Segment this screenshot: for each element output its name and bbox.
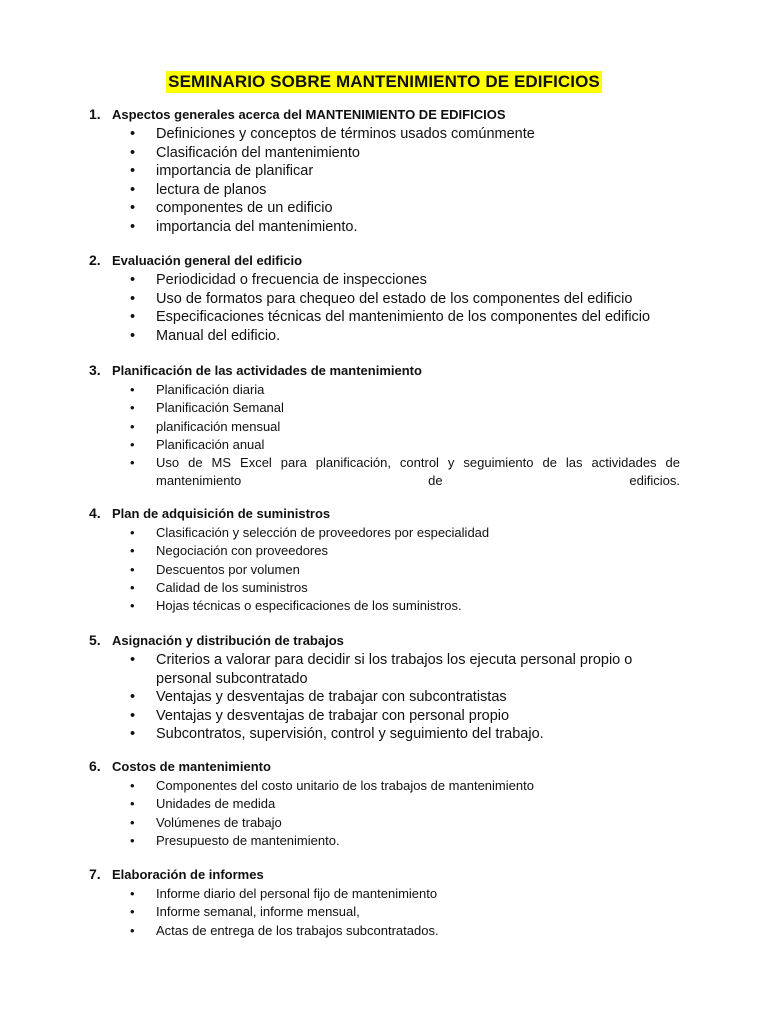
list-item-text: Ventajas y desventajas de trabajar con subcontratistas	[156, 689, 507, 706]
list-item	[0, 199, 768, 218]
list-item	[0, 308, 768, 327]
list-item-text: Subcontratos, supervisión, control y seguimiento del trabajo.	[156, 726, 544, 743]
list-item-text: Definiciones y conceptos de términos usados comúnmente	[156, 126, 535, 142]
list-item	[0, 144, 768, 163]
list-item	[0, 181, 768, 200]
section-7-list	[0, 885, 768, 940]
list-item	[0, 707, 768, 726]
list-item	[0, 561, 768, 579]
bullet-icon: •	[130, 814, 135, 830]
section-number: 4.	[89, 505, 101, 521]
section-2	[0, 251, 768, 345]
section-3-header	[0, 361, 768, 381]
list-item-text: Clasificación del mantenimiento	[156, 144, 360, 161]
list-item-text: Manual del edificio.	[156, 327, 281, 344]
list-item-text: Componentes del costo unitario de los trabajos de mantenimiento	[156, 778, 534, 793]
list-item	[0, 524, 768, 542]
list-item-text: Planificación diaria	[156, 382, 265, 397]
list-item	[0, 399, 768, 417]
bullet-icon: •	[130, 778, 135, 793]
list-item-text: Periodicidad o frecuencia de inspecciones	[156, 272, 427, 288]
list-item-text: Presupuesto de mantenimiento.	[156, 832, 340, 848]
list-item	[0, 777, 768, 795]
bullet-icon: •	[130, 163, 136, 180]
section-6-header	[0, 757, 768, 777]
section-5-list	[0, 651, 768, 744]
list-item-text: Calidad de los suministros	[156, 579, 308, 595]
list-item	[0, 688, 768, 707]
list-item-text: Clasificación y selección de proveedores por especialidad	[156, 525, 490, 540]
bullet-icon: •	[130, 904, 135, 920]
section-title: Costos de mantenimiento	[112, 759, 271, 774]
list-item	[0, 436, 768, 454]
bullet-icon: •	[130, 382, 135, 397]
list-item	[0, 795, 768, 813]
list-item-text: importancia de planificar	[156, 163, 314, 180]
list-item-text: Informe semanal, informe mensual,	[156, 904, 360, 920]
bullet-icon: •	[130, 652, 136, 668]
bullet-icon: •	[130, 886, 135, 901]
bullet-icon: •	[130, 796, 135, 812]
bullet-icon: •	[130, 436, 135, 452]
list-item	[0, 327, 768, 346]
section-number: 2.	[89, 252, 101, 268]
section-number: 3.	[89, 362, 101, 378]
title-container	[0, 71, 768, 93]
bullet-icon: •	[130, 543, 135, 559]
section-4-header	[0, 504, 768, 524]
bullet-icon: •	[130, 327, 136, 344]
bullet-icon: •	[130, 707, 136, 724]
bullet-icon: •	[130, 181, 136, 198]
bullet-icon: •	[130, 455, 135, 471]
document-title: SEMINARIO SOBRE MANTENIMIENTO DE EDIFICIOS	[168, 72, 600, 91]
section-2-list	[0, 271, 768, 345]
section-4	[0, 504, 768, 615]
list-item	[0, 218, 768, 237]
section-5-header	[0, 631, 768, 651]
list-item	[0, 814, 768, 832]
list-item	[0, 542, 768, 560]
section-6-list	[0, 777, 768, 850]
bullet-icon: •	[130, 272, 136, 288]
section-1	[0, 105, 768, 237]
list-item-text: Uso de formatos para chequeo del estado de los componentes del edificio	[156, 290, 633, 307]
list-item	[0, 579, 768, 597]
bullet-icon: •	[130, 726, 136, 743]
bullet-icon: •	[130, 598, 135, 614]
bullet-icon: •	[130, 309, 136, 326]
list-item	[0, 885, 768, 903]
bullet-icon: •	[130, 126, 136, 142]
bullet-icon: •	[130, 218, 136, 235]
list-item-text: componentes de un edificio	[156, 200, 333, 217]
bullet-icon: •	[130, 400, 135, 416]
section-1-list	[0, 125, 768, 237]
bullet-icon: •	[130, 290, 136, 307]
bullet-icon: •	[130, 922, 135, 938]
list-item	[0, 125, 768, 144]
list-item-text: importancia del mantenimiento.	[156, 218, 358, 235]
list-item-text: Volúmenes de trabajo	[156, 814, 282, 830]
section-number: 5.	[89, 632, 101, 648]
list-item-text: Planificación Semanal	[156, 400, 284, 416]
section-1-header	[0, 105, 768, 125]
section-3	[0, 361, 768, 509]
section-title: Aspectos generales acerca del MANTENIMIENTO DE EDIFICIOS	[112, 107, 506, 122]
section-title: Elaboración de informes	[112, 867, 264, 882]
list-item	[0, 290, 768, 309]
bullet-icon: •	[130, 832, 135, 848]
bullet-icon: •	[130, 561, 135, 577]
bullet-icon: •	[130, 525, 135, 540]
section-title: Evaluación general del edificio	[112, 253, 303, 268]
list-item-text: Hojas técnicas o especificaciones de los suministros.	[156, 598, 462, 614]
section-6	[0, 757, 768, 850]
section-title: Planificación de las actividades de mantenimiento	[112, 363, 422, 378]
list-item	[0, 832, 768, 850]
bullet-icon: •	[130, 689, 136, 706]
list-item	[0, 922, 768, 940]
section-2-header	[0, 251, 768, 271]
list-item-text: Uso de MS Excel para planificación, control y seguimiento de las actividades de mantenimiento de edificios.	[156, 455, 680, 489]
list-item-text: Descuentos por volumen	[156, 561, 300, 577]
section-title: Asignación y distribución de trabajos	[112, 633, 344, 648]
list-item-text: Actas de entrega de los trabajos subcontratados.	[156, 922, 439, 938]
list-item-text: Informe diario del personal fijo de mantenimiento	[156, 886, 438, 901]
list-item	[0, 903, 768, 921]
section-3-list	[0, 381, 768, 509]
section-number: 7.	[89, 866, 101, 882]
list-item-text: Especificaciones técnicas del mantenimiento de los componentes del edificio	[156, 309, 651, 326]
bullet-icon: •	[130, 144, 136, 161]
list-item	[0, 271, 768, 290]
section-5	[0, 631, 768, 744]
section-7-header	[0, 865, 768, 885]
list-item-text: Negociación con proveedores	[156, 543, 328, 559]
list-item	[0, 381, 768, 399]
bullet-icon: •	[130, 418, 135, 434]
section-number: 6.	[89, 758, 101, 774]
list-item-text: Planificación anual	[156, 436, 265, 452]
section-7	[0, 865, 768, 940]
list-item	[0, 454, 768, 509]
list-item	[0, 651, 768, 688]
list-item-text: Unidades de medida	[156, 796, 276, 812]
list-item-text: planificación mensual	[156, 418, 281, 434]
bullet-icon: •	[130, 200, 136, 217]
section-title: Plan de adquisición de suministros	[112, 506, 331, 521]
section-4-list	[0, 524, 768, 615]
section-number: 1.	[89, 106, 101, 122]
list-item-text: Criterios a valorar para decidir si los trabajos los ejecuta personal propio o personal subcontratado	[156, 652, 633, 687]
bullet-icon: •	[130, 579, 135, 595]
list-item	[0, 418, 768, 436]
list-item-text: Ventajas y desventajas de trabajar con personal propio	[156, 707, 510, 724]
list-item	[0, 162, 768, 181]
list-item	[0, 725, 768, 744]
list-item	[0, 597, 768, 615]
list-item-text: lectura de planos	[156, 181, 267, 198]
